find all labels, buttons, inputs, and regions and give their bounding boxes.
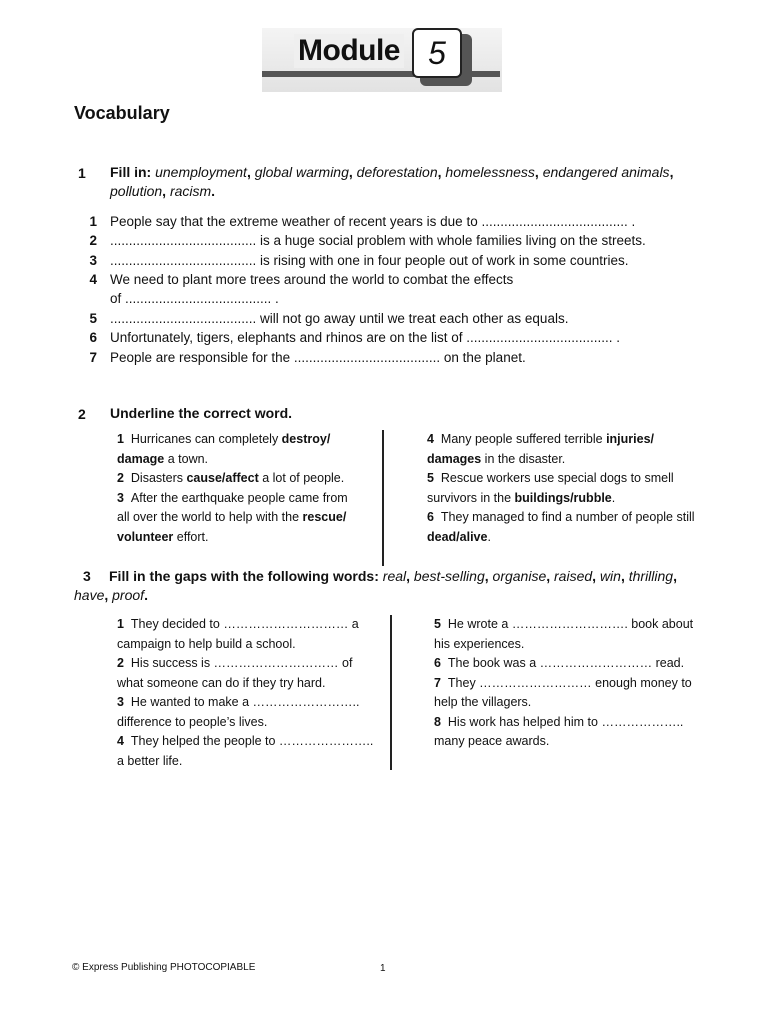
ex1-word: endangered animals — [542, 164, 670, 180]
ex1-word: unemployment — [155, 164, 247, 180]
ex2-left-column — [117, 430, 362, 547]
ex3-item: 6 The book was a ……………………… read. — [434, 656, 685, 670]
ex1-word: homelessness — [445, 164, 535, 180]
ex3-item: 3 He wanted to make a …………………….. difference to people’s lives. — [117, 695, 360, 729]
ex1-word: global warming — [254, 164, 349, 180]
copyright-notice: © Express Publishing PHOTOCOPIABLE — [72, 962, 256, 973]
ex2-item: 2 Disasters cause/affect a lot of people. — [117, 471, 345, 485]
ex3-column-divider — [390, 615, 392, 770]
ex1-word: pollution — [110, 183, 163, 199]
ex3-item: 7 They ……………………… enough money to help the villagers. — [434, 675, 692, 709]
ex3-word: proof — [112, 587, 145, 603]
ex3-left-column — [117, 615, 377, 771]
ex2-column-divider — [382, 430, 384, 566]
ex1-number: 1 — [78, 165, 86, 181]
ex3-word: have — [74, 587, 105, 603]
section-title: Vocabulary — [74, 103, 170, 123]
ex3-word: best-selling — [413, 568, 485, 584]
ex1-word: deforestation — [356, 164, 438, 180]
ex3-right-column — [434, 615, 704, 752]
module-number: 5 — [412, 28, 462, 78]
ex2-item: 5 Rescue workers use special dogs to smell survivors in the buildings/rubble. — [427, 471, 674, 505]
ex3-word: organise — [492, 568, 547, 584]
ex2-item: 4 Many people suffered terrible injuries/ damages in the disaster. — [427, 432, 654, 466]
ex2-item: 1 Hurricanes can completely destroy/ damage a town. — [117, 432, 331, 466]
module-title: Module — [294, 34, 404, 68]
ex1-instruction-label: Fill in: — [110, 164, 152, 180]
ex3-item: 2 His success is ………………………… of what someone can do if they try hard. — [117, 656, 353, 690]
ex2-item: 6 They managed to find a number of people still dead/alive. — [427, 510, 695, 544]
ex3-word: win — [599, 568, 621, 584]
ex3-item: 4 They helped the people to ………………….. a better life. — [117, 734, 374, 768]
ex3-number: 3 — [83, 568, 91, 584]
module-header — [262, 28, 502, 92]
ex3-item: 1 They decided to ………………………… a campaign to help build a school. — [117, 617, 359, 651]
ex1-word: racism — [169, 183, 212, 199]
ex3-instruction-label: Fill in the gaps with the following words: — [109, 568, 379, 584]
ex3-instruction: Fill in the gaps with the following words: real, best-selling, organise, raised, win, thrilling, have, proof. — [74, 568, 677, 603]
ex3-word: thrilling — [628, 568, 674, 584]
page-number: 1 — [380, 963, 386, 974]
ex3-item: 8 His work has helped him to ……………….. many peace awards. — [434, 714, 684, 748]
ex2-item: 3 After the earthquake people came from all over the world to help with the rescue/ volunteer effort. — [117, 490, 348, 544]
ex1-instruction: Fill in: unemployment, global warming, deforestation, homelessness, endangered animals, pollution, racism. — [110, 164, 674, 199]
ex3-word: raised — [554, 568, 593, 584]
ex3-word: real — [382, 568, 407, 584]
ex2-instruction: Underline the correct word. — [110, 405, 293, 421]
ex3-item: 5 He wrote a ………………………. book about his experiences. — [434, 617, 694, 651]
ex2-right-column — [427, 430, 697, 547]
ex2-number: 2 — [78, 406, 86, 422]
